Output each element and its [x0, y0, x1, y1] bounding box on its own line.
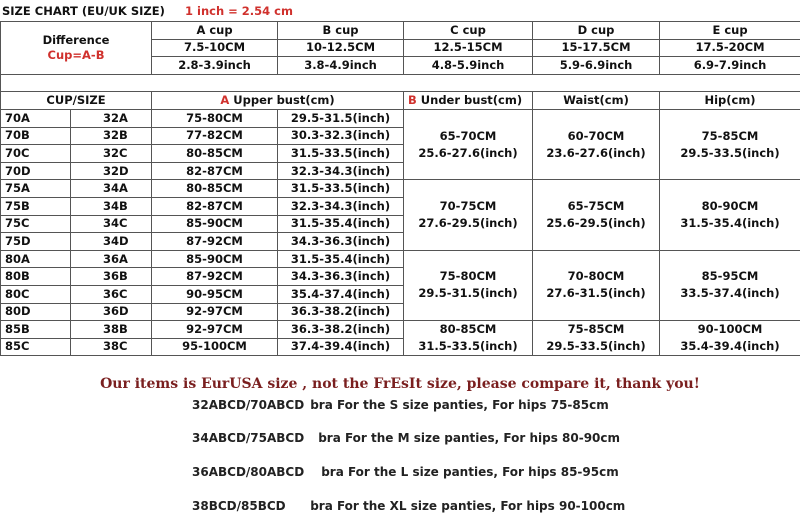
uk-size: 32B [71, 127, 152, 145]
eu-size: 75C [1, 215, 71, 233]
upper-bust-inch: 31.5-33.5(inch) [278, 180, 404, 198]
upper-bust-cm: 87-92CM [152, 233, 278, 251]
under-bust-cm: 80-85CM [439, 322, 497, 337]
uk-size: 38B [71, 321, 152, 339]
panty-text: bra For the M size panties, For hips 80-90cm [318, 431, 621, 445]
waist-cell [533, 250, 660, 320]
uk-size: 36A [71, 250, 152, 268]
upper-bust-cm: 80-85CM [152, 145, 278, 163]
hip-cm: 75-85CM [701, 128, 759, 143]
cup-name: E cup [660, 22, 800, 40]
hip-cell [660, 321, 800, 356]
upper-bust-letter: A [220, 93, 230, 108]
upper-bust-cm: 87-92CM [152, 268, 278, 286]
bra-code: 38BCD/85BCD [192, 499, 286, 513]
cup-name: D cup [533, 22, 660, 40]
eu-size: 70B [1, 127, 71, 145]
upper-bust-inch: 32.3-34.3(inch) [278, 197, 404, 215]
cup-inch: 4.8-5.9inch [404, 57, 533, 75]
upper-bust-inch: 35.4-37.4(inch) [278, 285, 404, 303]
upper-bust-inch: 31.5-33.5(inch) [278, 145, 404, 163]
under-bust-inch: 31.5-33.5(inch) [418, 339, 518, 354]
panty-note [192, 398, 609, 412]
uk-size: 36D [71, 303, 152, 321]
under-bust-cell [404, 250, 533, 320]
cup-size-header: CUP/SIZE [1, 92, 152, 110]
upper-bust-inch: 31.5-35.4(inch) [278, 250, 404, 268]
eu-size: 80C [1, 285, 71, 303]
hip-cm: 80-90CM [701, 199, 759, 214]
cup-name: A cup [152, 22, 278, 40]
under-bust-inch: 25.6-27.6(inch) [418, 145, 518, 160]
waist-inch: 23.6-27.6(inch) [546, 145, 646, 160]
upper-bust-cm: 80-85CM [152, 180, 278, 198]
eu-size: 70A [1, 109, 71, 127]
under-bust-cm: 65-70CM [439, 128, 497, 143]
waist-cell [533, 321, 660, 356]
eu-size: 80D [1, 303, 71, 321]
waist-cell [533, 180, 660, 250]
uk-size: 34D [71, 233, 152, 251]
hip-inch: 33.5-37.4(inch) [680, 286, 780, 301]
cup-name-row [1, 22, 800, 40]
under-bust-label: Under bust(cm) [420, 93, 523, 108]
upper-bust-cm: 95-100CM [152, 338, 278, 356]
upper-bust-cm: 75-80CM [152, 109, 278, 127]
eu-size: 70C [1, 145, 71, 163]
upper-bust-inch: 36.3-38.2(inch) [278, 303, 404, 321]
under-bust-cell [404, 321, 533, 356]
cup-cm: 12.5-15CM [404, 39, 533, 57]
upper-bust-inch: 30.3-32.3(inch) [278, 127, 404, 145]
waist-inch: 25.6-29.5(inch) [546, 216, 646, 231]
upper-bust-header [152, 92, 404, 110]
cup-inch: 5.9-6.9inch [533, 57, 660, 75]
upper-bust-cm: 92-97CM [152, 303, 278, 321]
panty-text: bra For the XL size panties, For hips 90-100cm [310, 499, 626, 513]
size-chart-table [0, 21, 800, 356]
cup-cm: 17.5-20CM [660, 39, 800, 57]
cup-cm: 15-17.5CM [533, 39, 660, 57]
uk-size: 32D [71, 162, 152, 180]
hip-cell [660, 250, 800, 320]
waist-cm: 60-70CM [567, 128, 625, 143]
under-bust-cm: 70-75CM [439, 199, 497, 214]
upper-bust-cm: 85-90CM [152, 215, 278, 233]
upper-bust-cm: 85-90CM [152, 250, 278, 268]
table-row [1, 250, 800, 268]
uk-size: 34C [71, 215, 152, 233]
hip-cell [660, 109, 800, 179]
uk-size: 32A [71, 109, 152, 127]
cup-inch: 2.8-3.9inch [152, 57, 278, 75]
hip-header: Hip(cm) [660, 92, 800, 110]
waist-cell [533, 109, 660, 179]
upper-bust-inch: 36.3-38.2(inch) [278, 321, 404, 339]
difference-label: Difference [42, 32, 110, 47]
bra-code: 36ABCD/80ABCD [192, 465, 305, 479]
waist-cm: 75-85CM [567, 322, 625, 337]
cup-inch: 3.8-4.9inch [278, 57, 404, 75]
upper-bust-label: Upper bust(cm) [233, 93, 335, 108]
size-note-main: Our items is EurUSA size , not the FrEsIt size, please compare it, thank you! [100, 376, 700, 392]
table-row [1, 180, 800, 198]
chart-title: SIZE CHART (EU/UK SIZE) [2, 3, 165, 18]
uk-size: 34B [71, 197, 152, 215]
under-bust-letter: B [408, 93, 417, 108]
upper-bust-inch: 31.5-35.4(inch) [278, 215, 404, 233]
upper-bust-inch: 29.5-31.5(inch) [278, 109, 404, 127]
bra-code: 32ABCD/70ABCD [192, 398, 305, 412]
hip-cm: 85-95CM [701, 269, 759, 284]
under-bust-cell [404, 180, 533, 250]
waist-inch: 27.6-31.5(inch) [546, 286, 646, 301]
hip-inch: 31.5-35.4(inch) [680, 216, 780, 231]
upper-bust-inch: 34.3-36.3(inch) [278, 233, 404, 251]
uk-size: 32C [71, 145, 152, 163]
waist-cm: 65-75CM [567, 199, 625, 214]
hip-inch: 29.5-33.5(inch) [680, 145, 780, 160]
eu-size: 85C [1, 338, 71, 356]
cup-name: B cup [278, 22, 404, 40]
difference-formula: Cup=A-B [47, 47, 105, 62]
eu-size: 75B [1, 197, 71, 215]
measure-header-row [1, 92, 800, 110]
eu-size: 80B [1, 268, 71, 286]
under-bust-inch: 27.6-29.5(inch) [418, 216, 518, 231]
upper-bust-inch: 34.3-36.3(inch) [278, 268, 404, 286]
uk-size: 36C [71, 285, 152, 303]
upper-bust-cm: 90-95CM [152, 285, 278, 303]
upper-bust-inch: 32.3-34.3(inch) [278, 162, 404, 180]
upper-bust-cm: 82-87CM [152, 197, 278, 215]
upper-bust-cm: 92-97CM [152, 321, 278, 339]
panty-text: bra For the L size panties, For hips 85-95cm [321, 465, 619, 479]
uk-size: 34A [71, 180, 152, 198]
under-bust-cell [404, 109, 533, 179]
panty-note [192, 465, 619, 479]
panty-note [192, 499, 625, 513]
table-row [1, 321, 800, 339]
under-bust-inch: 29.5-31.5(inch) [418, 286, 518, 301]
panty-note [192, 431, 620, 445]
eu-size: 80A [1, 250, 71, 268]
uk-size: 38C [71, 338, 152, 356]
hip-cm: 90-100CM [697, 322, 763, 337]
table-row [1, 109, 800, 127]
title-row [0, 0, 800, 22]
waist-header: Waist(cm) [533, 92, 660, 110]
under-bust-cm: 75-80CM [439, 269, 497, 284]
hip-inch: 35.4-39.4(inch) [680, 339, 780, 354]
bra-code: 34ABCD/75ABCD [192, 431, 305, 445]
eu-size: 70D [1, 162, 71, 180]
cup-inch: 6.9-7.9inch [660, 57, 800, 75]
inch-conversion: 1 inch = 2.54 cm [185, 3, 293, 18]
panty-text: bra For the S size panties, For hips 75-85cm [310, 398, 609, 412]
cup-name: C cup [404, 22, 533, 40]
eu-size: 75D [1, 233, 71, 251]
upper-bust-inch: 37.4-39.4(inch) [278, 338, 404, 356]
upper-bust-cm: 77-82CM [152, 127, 278, 145]
under-bust-header [404, 92, 533, 110]
waist-cm: 70-80CM [567, 269, 625, 284]
eu-size: 85B [1, 321, 71, 339]
uk-size: 36B [71, 268, 152, 286]
upper-bust-cm: 82-87CM [152, 162, 278, 180]
cup-cm: 7.5-10CM [152, 39, 278, 57]
eu-size: 75A [1, 180, 71, 198]
difference-cell [1, 22, 152, 75]
hip-cell [660, 180, 800, 250]
waist-inch: 29.5-33.5(inch) [546, 339, 646, 354]
cup-cm: 10-12.5CM [278, 39, 404, 57]
